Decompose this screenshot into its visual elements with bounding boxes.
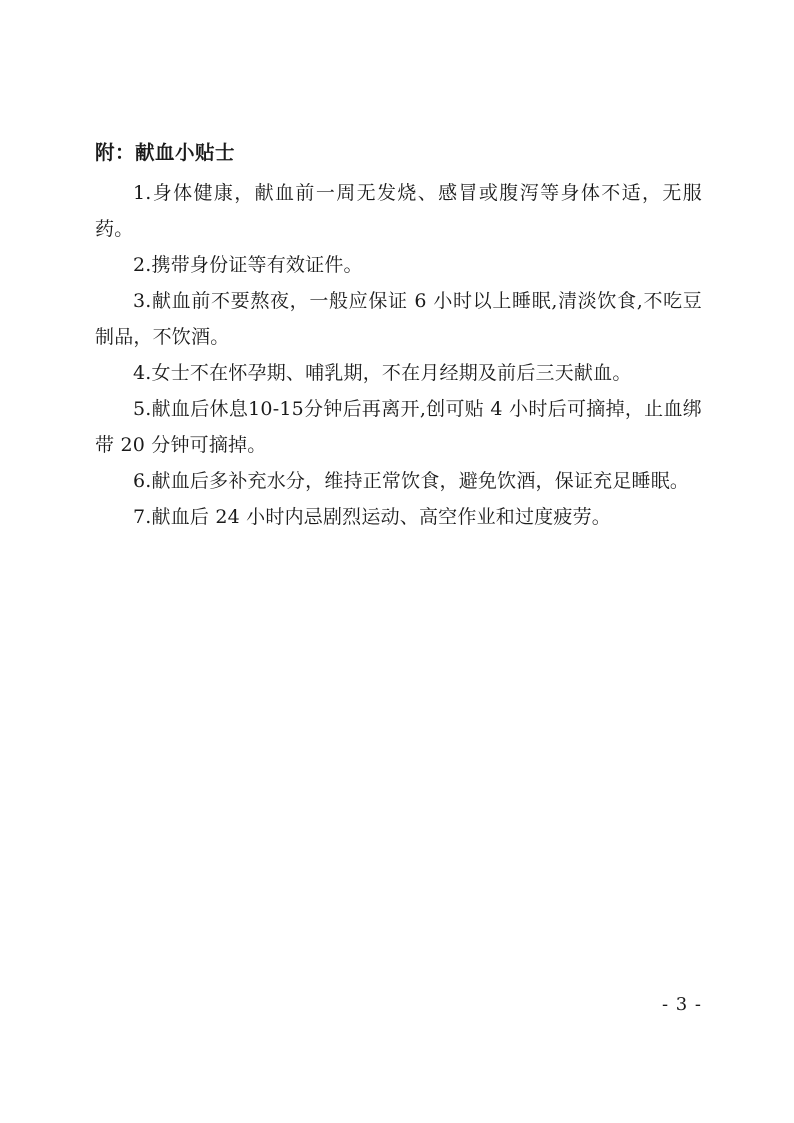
document-body bbox=[95, 138, 702, 535]
paragraph-6: 6.献血后多补充水分，维持正常饮食，避免饮酒，保证充足睡眠。 bbox=[133, 470, 690, 493]
page-title: 附：献血小贴士 bbox=[95, 141, 236, 164]
paragraph-7: 7.献血后 24 小时内忌剧烈运动、高空作业和过度疲劳。 bbox=[133, 506, 611, 529]
paragraph-3: 3.献血前不要熬夜，一般应保证 6 小时以上睡眠,清淡饮食,不吃豆制品，不饮酒。 bbox=[95, 290, 702, 349]
page-number: - 3 - bbox=[661, 994, 702, 1015]
paragraph-4: 4.女士不在怀孕期、哺乳期，不在月经期及前后三天献血。 bbox=[133, 362, 632, 385]
paragraph-1: 1.身体健康，献血前一周无发烧、感冒或腹泻等身体不适，无服药。 bbox=[95, 182, 702, 241]
paragraph-5: 5.献血后休息10-15分钟后再离开,创可贴 4 小时后可摘掉，止血绑带 20 分钟可摘掉。 bbox=[95, 398, 702, 457]
paragraph-2: 2.携带身份证等有效证件。 bbox=[133, 254, 363, 277]
